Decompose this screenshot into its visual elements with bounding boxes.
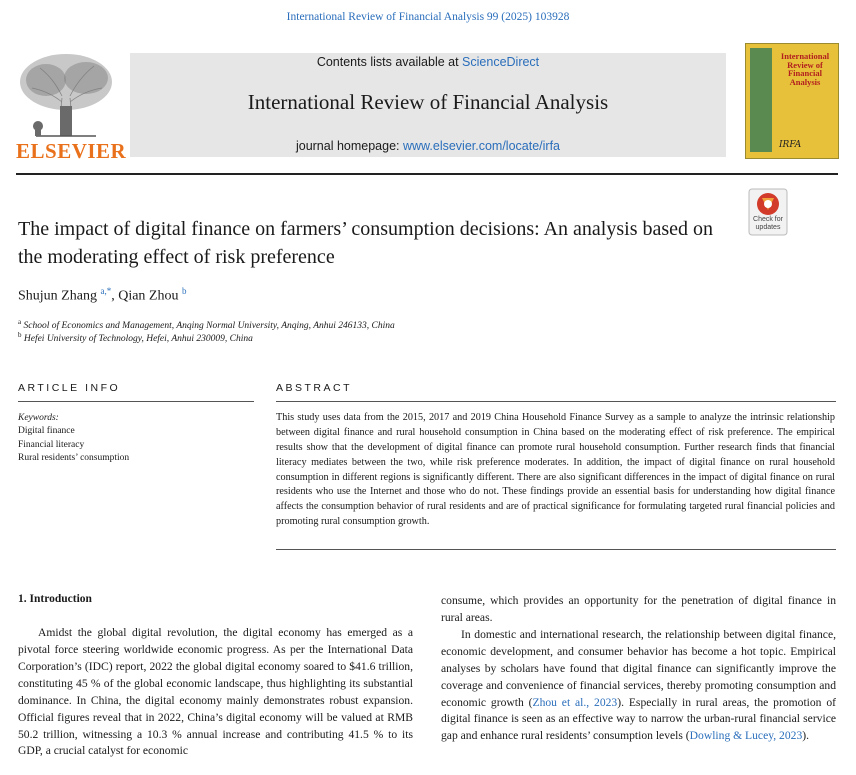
homepage-line	[130, 139, 726, 153]
journal-masthead	[130, 53, 726, 157]
journal-cover-thumbnail[interactable]	[745, 43, 839, 159]
article-info-heading: ARTICLE INFO	[18, 382, 121, 394]
abstract-rule	[276, 401, 836, 402]
cover-side-strip	[750, 48, 772, 152]
homepage-link[interactable]: www.elsevier.com/locate/irfa	[403, 139, 561, 153]
abstract-text: This study uses data from the 2015, 2017 and 2019 China Household Finance Survey as a sample to analyze the intrinsic relationship between digital finance and rural household consumption in China based on the moderating effect of risk preference. The empirical results show that the development of digital finance can promote rural household consumption. Further research finds that financial literacy mediates between the two, while risk preference moderates. In addition, the impact of digital finance on rural household consumption in different regions is significantly different. There are also significant differences in the impact of digital finance on rural residents who use the Internet and those who do not. These findings provide an essential basis for understanding how digital finance affects the consumption behavior of rural residents and are of practical significance for formulating targeted rural financial policies and promoting rural consumption growth.	[276, 412, 835, 528]
keyword-item: Financial literacy	[18, 439, 85, 450]
journal-reference[interactable]: International Review of Financial Analysis 99 (2025) 103928	[286, 11, 570, 23]
intro-paragraph: Amidst the global digital revolution, the digital economy has emerged as a pivotal force steering worldwide economic progress. As per the International Data Corporation’s (IDC) report, 2022 the global digital economy soared to $41.6 trillion, constituting 45 % of the global economic landscape, thus highlighting its substantial dominance. In China, the digital economy mainly demonstrates robust expansion. Official figures reveal that in 2022, China’s digital economy will be valued at RMB 50.2 trillion, witnessing a 10.3 % annual increase and contributing 41.5 % to its GDP, a crucial catalyst for economic	[18, 626, 413, 758]
check-for-updates-label[interactable]: Check for updates	[753, 216, 783, 231]
author-affiliation-marker[interactable]: a,*	[100, 286, 112, 296]
sciencedirect-link[interactable]: ScienceDirect	[462, 55, 540, 69]
paragraph-text: ).	[802, 729, 810, 743]
keywords-label: Keywords:	[18, 413, 59, 423]
author-list	[18, 286, 186, 305]
research-paragraph	[441, 627, 836, 745]
homepage-prefix: journal homepage:	[295, 139, 403, 153]
author-separator: ,	[111, 288, 119, 304]
journal-title: International Review of Financial Analysis	[247, 90, 609, 114]
contents-line	[130, 55, 726, 69]
author-name[interactable]: Shujun Zhang	[18, 288, 97, 304]
right-column	[441, 593, 836, 745]
affiliation-marker: b	[18, 331, 22, 339]
keywords-block	[18, 412, 129, 465]
left-column	[18, 625, 413, 760]
author-name[interactable]: Qian Zhou	[118, 288, 179, 304]
abstract-bottom-rule	[276, 549, 836, 550]
cover-abbreviation: IRFA	[779, 140, 802, 150]
keyword-item: Digital finance	[18, 426, 75, 437]
affiliation-text: School of Economics and Management, Anqing Normal University, Anqing, Anhui 246133, China	[23, 321, 395, 332]
author-affiliation-marker[interactable]: b	[181, 286, 187, 296]
article-info-rule	[18, 401, 254, 402]
article-title: The impact of digital finance on farmers’ consumption decisions: An analysis based on the moderating effect of risk preference	[18, 218, 714, 268]
keyword-item: Rural residents’ consumption	[18, 452, 130, 463]
affiliation-text: Hefei University of Technology, Hefei, Anhui 230009, China	[23, 334, 253, 345]
contents-prefix: Contents lists available at	[316, 55, 463, 69]
affiliation	[18, 318, 395, 331]
citation-link[interactable]: Dowling & Lucey, 2023	[689, 729, 803, 743]
paragraph-text: In domestic and international research, the relationship between digital finance, economic development, and consumer behavior has become a hot topic. Empirical analyses by scholars have found that digital finance can significantly improve the coverage and convenience of financial services, thereby promoting consumption and economic growth (	[441, 627, 836, 709]
citation-link[interactable]: Zhou et al., 2023	[532, 695, 618, 709]
introduction-heading: 1. Introduction	[18, 593, 92, 605]
cover-title: International Review of Financial Analysis	[780, 51, 830, 87]
header-divider	[16, 173, 838, 175]
publisher-name: ELSEVIER	[16, 139, 127, 163]
abstract-heading: ABSTRACT	[276, 382, 353, 394]
affiliation-marker: a	[18, 318, 22, 326]
affiliation	[18, 331, 253, 344]
paragraph-text: ). Especially in rural areas, the promotion of digital finance is seen as an effective way to narrow the urban-rural financial service gap and enhance rural residents’ consumption levels (	[441, 695, 836, 743]
continued-paragraph: consume, which provides an opportunity for the penetration of digital finance in rural areas.	[441, 594, 836, 624]
